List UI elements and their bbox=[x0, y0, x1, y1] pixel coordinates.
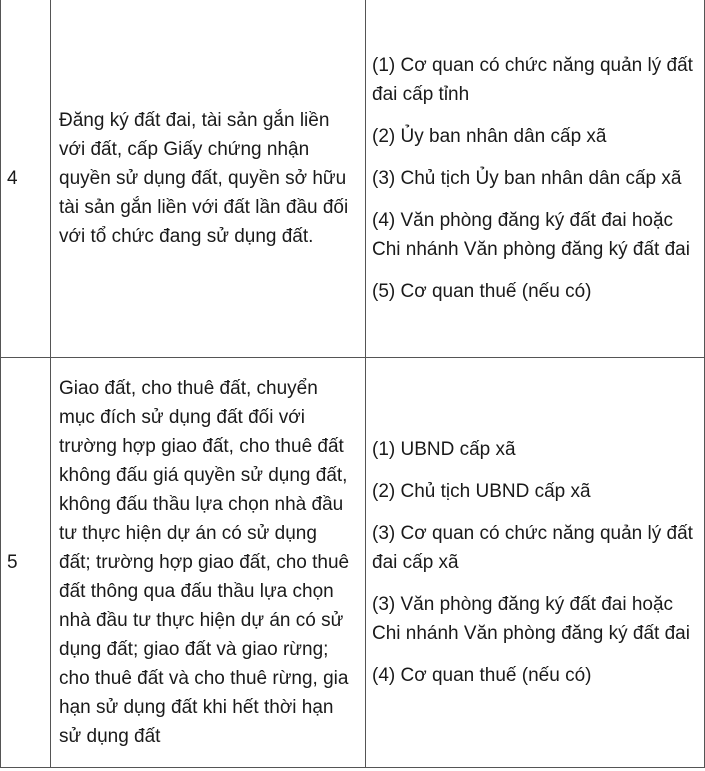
authority-item: (3) Cơ quan có chức năng quản lý đất đai cấp xã bbox=[372, 523, 693, 573]
authority-item: (2) Ủy ban nhân dân cấp xã bbox=[372, 125, 607, 147]
authority-item: (3) Văn phòng đăng ký đất đai hoặc Chi nhánh Văn phòng đăng ký đất đai bbox=[372, 594, 690, 644]
authorities-cell bbox=[366, 358, 705, 768]
procedure-description: Giao đất, cho thuê đất, chuyển mục đích sử dụng đất đối với trường hợp giao đất, cho thuê đất không đấu giá quyền sử dụng đất, không đấu thầu lựa chọn nhà đầu tư thực hiện dự án có sử dụng đất; trường hợp giao đất, cho thuê đất thông qua đấu thầu lựa chọn nhà đầu tư thực hiện dự án có sử dụng đất; giao đất và giao rừng; cho thuê đất và cho thuê rừng, gia hạn sử dụng đất khi hết thời hạn sử dụng đất bbox=[51, 358, 366, 768]
authority-item: (4) Cơ quan thuế (nếu có) bbox=[372, 665, 592, 686]
row-number: 5 bbox=[1, 358, 51, 768]
authority-item: (4) Văn phòng đăng ký đất đai hoặc Chi nhánh Văn phòng đăng ký đất đai bbox=[372, 209, 690, 260]
authority-item: (3) Chủ tịch Ủy ban nhân dân cấp xã bbox=[372, 167, 682, 189]
authorities-cell bbox=[366, 0, 705, 358]
table-row bbox=[1, 358, 705, 768]
row-number: 4 bbox=[1, 0, 51, 358]
authority-item: (1) UBND cấp xã bbox=[372, 439, 516, 460]
authority-item: (5) Cơ quan thuế (nếu có) bbox=[372, 280, 592, 302]
table-row bbox=[1, 0, 705, 358]
authority-item: (1) Cơ quan có chức năng quản lý đất đai cấp tỉnh bbox=[372, 54, 693, 105]
procedure-description: Đăng ký đất đai, tài sản gắn liền với đất, cấp Giấy chứng nhận quyền sử dụng đất, quyền sở hữu tài sản gắn liền với đất lần đầu đối với tổ chức đang sử dụng đất. bbox=[51, 0, 366, 358]
authority-item: (2) Chủ tịch UBND cấp xã bbox=[372, 481, 591, 502]
